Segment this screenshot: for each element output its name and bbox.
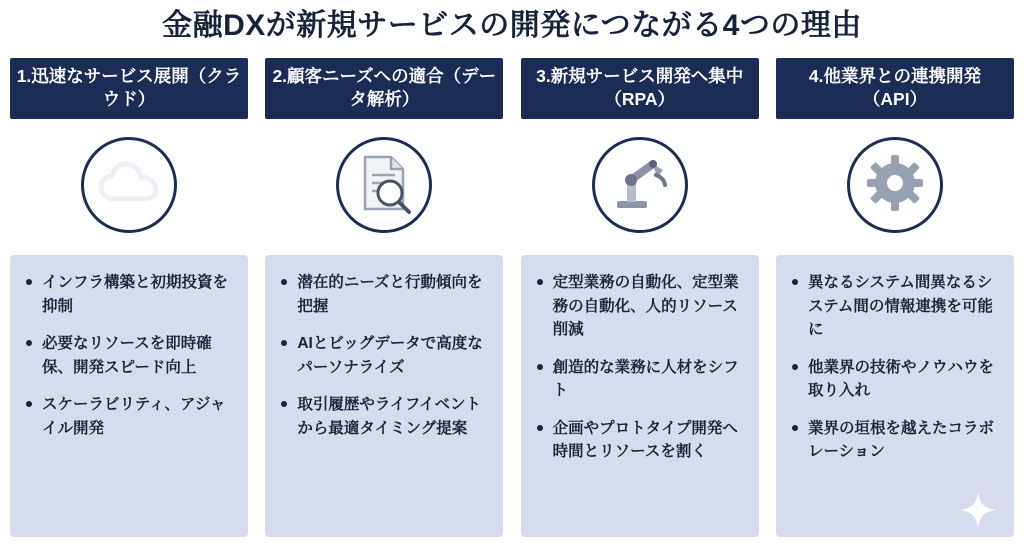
column-4-header: 4.他業界との連携開発（API） [776, 58, 1014, 119]
column-1-bullets [10, 255, 248, 537]
column-2-icon-circle [336, 137, 432, 233]
list-item: 業界の垣根を越えたコラボレーション [806, 417, 1000, 464]
column-4 [776, 58, 1014, 537]
column-1-header: 1.迅速なサービス展開（クラウド） [10, 58, 248, 119]
list-item: 必要なリソースを即時確保、開発スピード向上 [40, 332, 234, 379]
column-4-icon-circle [847, 137, 943, 233]
cloud-icon [98, 159, 160, 212]
column-1 [10, 58, 248, 537]
column-3-header: 3.新規サービス開発へ集中（RPA） [521, 58, 759, 119]
gear-icon [866, 154, 924, 217]
list-item: 取引履歴やライフイベントから最適タイミング提案 [295, 393, 489, 440]
list-item: AIとビッグデータで高度なパーソナライズ [295, 332, 489, 379]
robot-arm-icon [609, 154, 671, 217]
list-item: インフラ構築と初期投資を抑制 [40, 271, 234, 318]
list-item: 企画やプロトタイプ開発へ時間とリソースを割く [551, 417, 745, 464]
column-2-bullets [265, 255, 503, 537]
column-3-bullets [521, 255, 759, 537]
column-3-icon-circle [592, 137, 688, 233]
list-item: 定型業務の自動化、定型業務の自動化、人的リソース削減 [551, 271, 745, 342]
column-2 [265, 58, 503, 537]
page-title: 金融DXが新規サービスの開発につながる4つの理由 [162, 9, 862, 42]
columns-container [10, 58, 1014, 537]
list-item: 異なるシステム間異なるシステム間の情報連携を可能に [806, 271, 1000, 342]
column-1-icon-circle [81, 137, 177, 233]
list-item: 潜在的ニーズと行動傾向を把握 [295, 271, 489, 318]
document-search-icon [355, 152, 413, 219]
column-4-bullets [776, 255, 1014, 537]
column-2-header: 2.顧客ニーズへの適合（データ解析） [265, 58, 503, 119]
list-item: 創造的な業務に人材をシフト [551, 356, 745, 403]
list-item: 他業界の技術やノウハウを取り入れ [806, 356, 1000, 403]
list-item: スケーラビリティ、アジャイル開発 [40, 393, 234, 440]
column-3 [521, 58, 759, 537]
